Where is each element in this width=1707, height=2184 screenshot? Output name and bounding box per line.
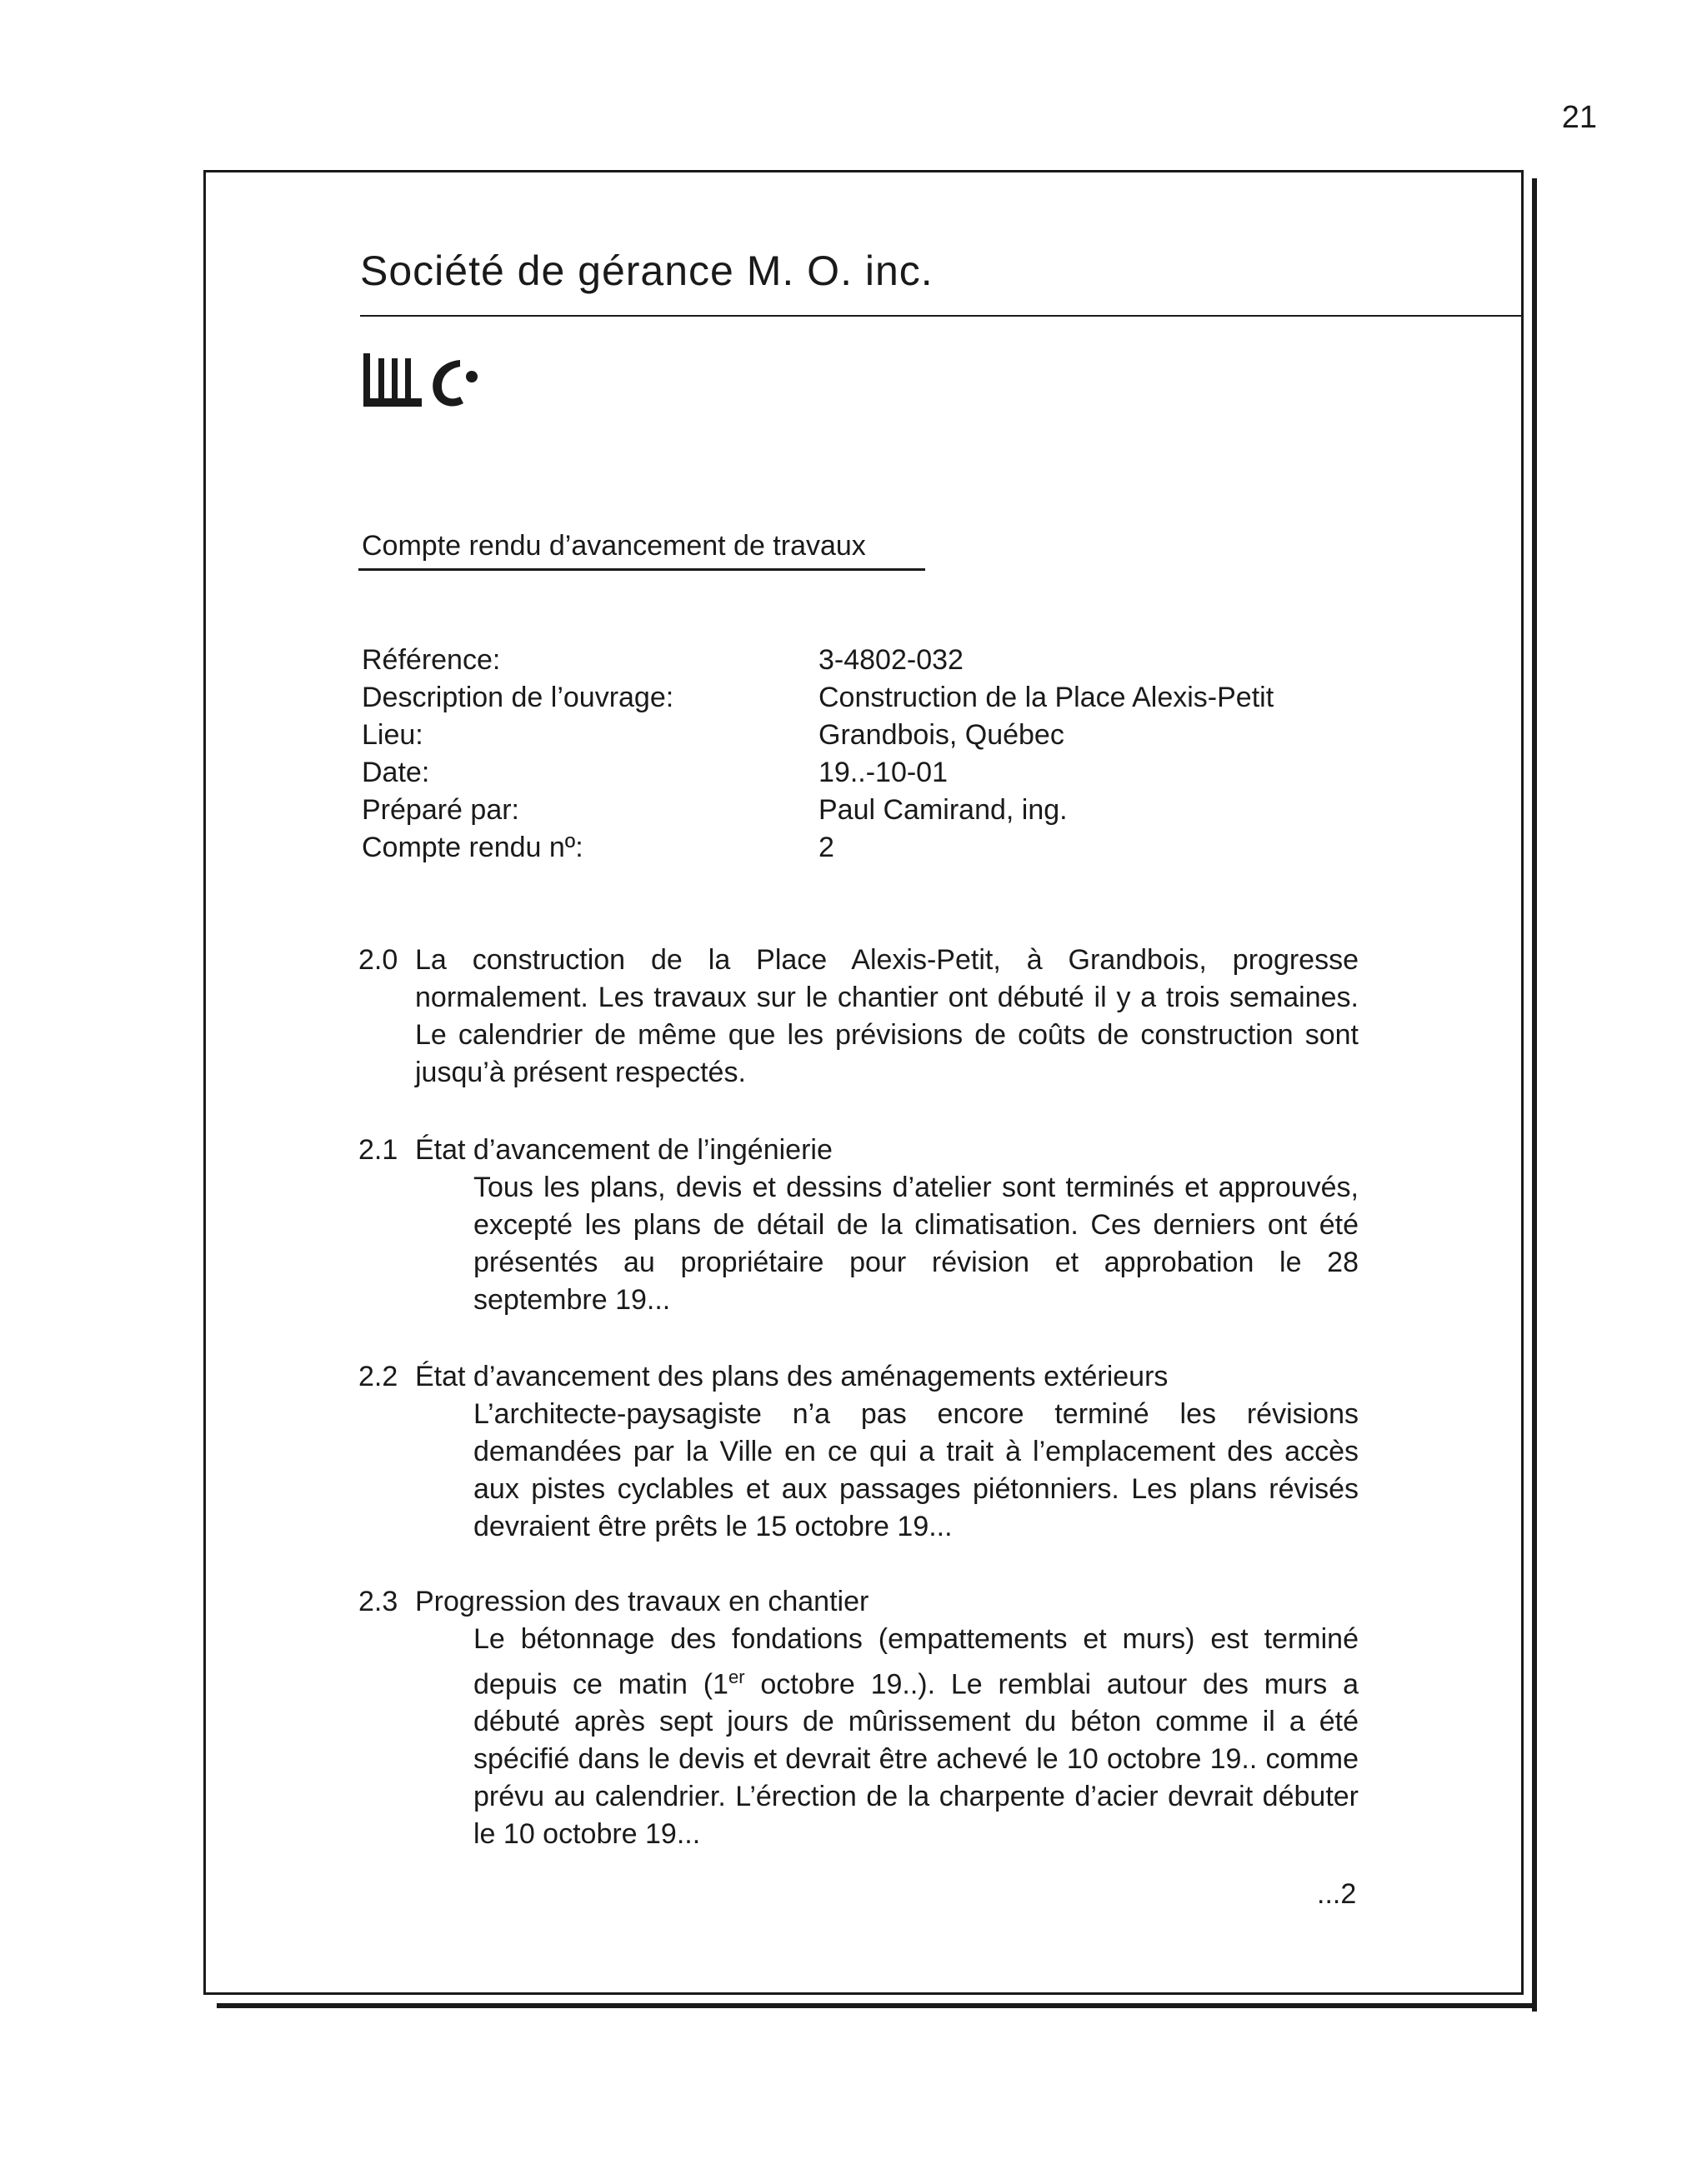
section-paragraph: L’architecte-paysagiste n’a pas encore terminé les révisions demandées par la Ville en ce qui a trait à l’emplacement des accès aux pistes cyclables et aux passages piétonniers. Les plans révisés devraient être prêts le 15 octobre 19... bbox=[473, 1398, 1359, 1542]
company-logo-icon bbox=[360, 340, 502, 415]
meta-label: Compte rendu nº: bbox=[362, 832, 583, 863]
meta-label: Date: bbox=[362, 757, 430, 788]
meta-value: 2 bbox=[818, 832, 834, 863]
section-2-1 bbox=[358, 1132, 1359, 1319]
section-paragraph bbox=[473, 1621, 1359, 1853]
meta-row bbox=[362, 829, 1274, 867]
meta-row bbox=[362, 717, 1274, 754]
report-title-rule bbox=[358, 568, 925, 571]
company-name: Société de gérance M. O. inc. bbox=[360, 247, 934, 294]
meta-row bbox=[362, 754, 1274, 792]
meta-value: Construction de la Place Alexis-Petit bbox=[818, 682, 1274, 713]
section-2-2 bbox=[358, 1358, 1359, 1546]
ordinal-superscript: er bbox=[728, 1667, 745, 1687]
frame-shadow-right bbox=[1532, 178, 1537, 2012]
paragraph-text-part: octobre 19..). Le remblai autour des murs a débuté après sept jours de mûrissement du béton comme il a été spécifié dans le devis et devrait être achevé le 10 octobre 19.. comme prévu au calendrier. L’érection de la charpente d’acier devrait débuter le 10 octobre 19... bbox=[473, 1668, 1359, 1851]
frame-shadow-bottom bbox=[217, 2003, 1537, 2008]
section-paragraph: La construction de la Place Alexis-Petit, à Grandbois, progresse normalement. Les travaux sur le chantier ont débuté il y a trois semaines. Le calendrier de même que les prévisions de coûts de construction sont jusqu’à présent respectés. bbox=[415, 944, 1359, 1088]
company-rule bbox=[360, 315, 1524, 317]
section-heading: État d’avancement des plans des aménagements extérieurs bbox=[415, 1361, 1169, 1392]
meta-value: Grandbois, Québec bbox=[818, 719, 1064, 751]
continued-marker: ...2 bbox=[1317, 1878, 1357, 1910]
meta-row bbox=[362, 679, 1274, 717]
section-number: 2.2 bbox=[358, 1361, 398, 1392]
section-number: 2.1 bbox=[358, 1134, 398, 1166]
section-heading: Progression des travaux en chantier bbox=[415, 1586, 869, 1617]
meta-row bbox=[362, 642, 1274, 679]
section-heading-row bbox=[358, 1583, 1359, 1621]
meta-value: 3-4802-032 bbox=[818, 644, 964, 676]
section-2-3 bbox=[358, 1583, 1359, 1853]
page-number: 21 bbox=[1561, 100, 1597, 135]
meta-label: Description de l’ouvrage: bbox=[362, 682, 674, 713]
meta-label: Lieu: bbox=[362, 719, 423, 751]
report-title: Compte rendu d’avancement de travaux bbox=[362, 530, 866, 562]
section-heading: État d’avancement de l’ingénierie bbox=[415, 1134, 833, 1166]
meta-label: Référence: bbox=[362, 644, 501, 676]
section-heading-row bbox=[358, 1132, 1359, 1169]
meta-value: 19..-10-01 bbox=[818, 757, 948, 788]
section-2-0 bbox=[358, 942, 1359, 1088]
section-number: 2.3 bbox=[358, 1586, 398, 1617]
section-number: 2.0 bbox=[358, 944, 398, 976]
meta-table bbox=[362, 642, 1274, 867]
paragraph-text-part: Le bétonnage des fondations (empattements et murs) est terminé depuis ce matin (1 bbox=[473, 1623, 1359, 1701]
meta-label: Préparé par: bbox=[362, 794, 519, 826]
meta-row bbox=[362, 792, 1274, 829]
section-heading-row bbox=[358, 1358, 1359, 1396]
section-paragraph: Tous les plans, devis et dessins d’atelier sont terminés et approuvés, excepté les plans de détail de la climatisation. Ces derniers ont été présentés au propriétaire pour révision et approbation le 28 septembre 19... bbox=[473, 1172, 1359, 1316]
meta-value: Paul Camirand, ing. bbox=[818, 794, 1068, 826]
